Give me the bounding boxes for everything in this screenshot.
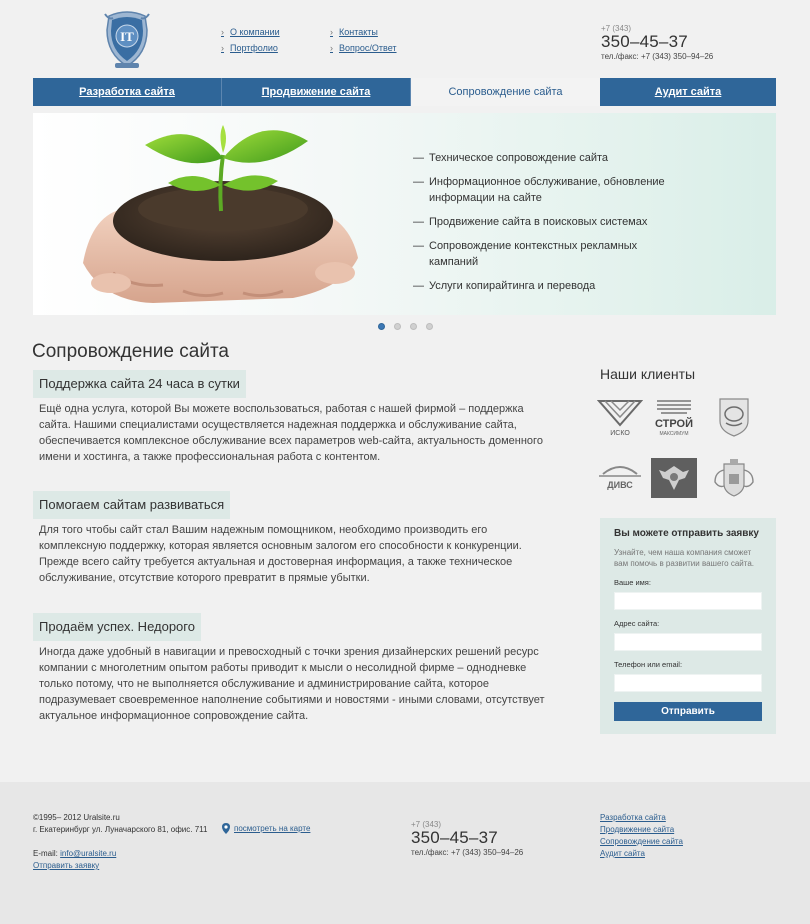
phone-fax: тел./факс: +7 (343) 350–94–26 (601, 52, 714, 61)
footer-email-line (33, 848, 207, 860)
svg-text:СТРОЙ: СТРОЙ (654, 418, 694, 430)
tab-support[interactable] (411, 78, 600, 106)
svg-text:ИСКО: ИСКО (610, 430, 630, 437)
sprout-in-hands-image (73, 113, 373, 315)
company-logo-icon[interactable] (103, 10, 151, 70)
name-label: Ваше имя: (614, 578, 651, 587)
section-text: Иногда даже удобный в навигации и превосходный с точки зрения дизайнерских решений ресурс компании с многолетним опытом работы приводит к мысли о несолидной фирме – однодневке только потому, что не выполняется обслуживание и администрирование сайта, которое подразумевает своевременное наполнение событиями и новостями - иными словами, отсутствует актуальное информационное сопровождение сайта. (39, 646, 545, 722)
tab-audit[interactable] (600, 78, 776, 106)
footer-map-link-block (222, 823, 310, 834)
regional-emblem-logo-icon[interactable] (711, 458, 757, 498)
tab-label: Разработка сайта (79, 86, 175, 98)
footer-link-audit[interactable]: Аудит сайта (600, 849, 645, 858)
tab-label: Сопровождение сайта (448, 86, 563, 98)
section-text: Для того чтобы сайт стал Вашим надежным помощником, необходимо производить его комплексную поддержку, которая является основным залогом его способности к конкуренции. Прежде всего сайту требуется актуальная и достоверная информация, а также техническое обслуживание, отсутствие которого превратит в прямые убытки. (39, 524, 522, 584)
nav-link-portfolio[interactable]: › Портфолио (221, 42, 280, 58)
site-input[interactable] (614, 633, 762, 651)
svg-text:IT: IT (120, 29, 134, 44)
phone-number: 350–45–37 (601, 32, 688, 51)
map-pin-icon (222, 823, 230, 834)
request-form (600, 518, 776, 734)
form-description: Узнайте, чем наша компания сможет вам помочь в развитии вашего сайта. (614, 548, 754, 568)
footer-email-label: E-mail: (33, 849, 58, 858)
hero-list-item: — Техническое сопровождение сайта (413, 150, 683, 166)
hero-list-item: — Информационное обслуживание, обновление информации на сайте (413, 174, 683, 206)
footer-link-support[interactable]: Сопровождение сайта (600, 837, 683, 846)
footer-copyright: ©1995– 2012 Uralsite.ru (33, 813, 120, 822)
eagle-emblem-logo-icon[interactable] (651, 458, 697, 498)
top-nav-col2 (330, 26, 397, 58)
name-input[interactable] (614, 592, 762, 610)
site-footer (0, 782, 810, 924)
hero-list-item: — Услуги копирайтинга и перевода (413, 278, 683, 294)
clients-title: Наши клиенты (600, 366, 696, 382)
section-heading: Помогаем сайтам развиваться (33, 491, 230, 519)
footer-phone-fax: тел./факс: +7 (343) 350–94–26 (411, 848, 524, 857)
contact-label: Телефон или email: (614, 660, 683, 669)
page-title: Сопровождение сайта (32, 341, 229, 362)
tab-label: Продвижение сайта (261, 86, 371, 98)
contact-input[interactable] (614, 674, 762, 692)
slider-dot-4[interactable] (426, 323, 433, 330)
footer-email-link[interactable]: info@uralsite.ru (60, 849, 117, 858)
top-nav-col1 (221, 26, 280, 58)
content-section-success (33, 613, 563, 724)
hero-banner (33, 113, 776, 315)
site-label: Адрес сайта: (614, 619, 660, 628)
tab-development[interactable] (33, 78, 222, 106)
footer-info (33, 812, 207, 872)
footer-request-link[interactable]: Отправить заявку (33, 861, 100, 870)
isko-logo-icon[interactable] (597, 397, 643, 437)
section-heading: Продаём успех. Недорого (33, 613, 201, 641)
footer-link-promotion[interactable]: Продвижение сайта (600, 825, 675, 834)
slider-dot-2[interactable] (394, 323, 401, 330)
coat-of-arms-logo-icon[interactable] (711, 397, 757, 437)
hero-list-item: — Продвижение сайта в поисковых системах (413, 214, 683, 230)
section-text: Ещё одна услуга, которой Вы можете воспользоваться, работая с нашей фирмой – поддержка сайта. Нашими специалистами осуществляется надежная поддержка и обслуживание сайта, обеспечивается комплексное обслуживание всех параметров web-сайта, актуальность доменного имени и хостинга, а также профессиональная работа с контентом. (39, 403, 543, 463)
stroy-maksimum-logo-icon[interactable] (651, 397, 697, 437)
tab-promotion[interactable] (222, 78, 411, 106)
footer-address: г. Екатеринбург ул. Луначарского 81, офис. 711 (33, 825, 208, 834)
hero-services-list (413, 150, 683, 302)
slider-dot-1[interactable] (378, 323, 385, 330)
form-title: Вы можете отправить заявку (614, 528, 759, 539)
footer-link-development[interactable]: Разработка сайта (600, 813, 666, 822)
slider-dot-3[interactable] (410, 323, 417, 330)
main-tabs (33, 78, 776, 106)
svg-text:ДИВС: ДИВС (607, 480, 633, 490)
section-heading: Поддержка сайта 24 часа в сутки (33, 370, 246, 398)
submit-button[interactable]: Отправить (614, 702, 762, 721)
footer-phone-block (411, 820, 523, 859)
tab-label: Аудит сайта (654, 86, 722, 98)
footer-map-link[interactable]: посмотреть на карте (234, 824, 311, 833)
nav-link-contacts[interactable]: › Контакты (330, 26, 397, 42)
svg-text:МАКСИМУМ: МАКСИМУМ (659, 431, 689, 437)
nav-link-faq[interactable]: › Вопрос/Ответ (330, 42, 397, 58)
content-section-develop (33, 491, 563, 586)
phone-code: +7 (343) (601, 24, 632, 33)
slider-dots (378, 323, 433, 330)
site-header (0, 0, 810, 78)
nav-link-about[interactable]: › О компании (221, 26, 280, 42)
hero-list-item: — Сопровождение контекстных рекламных кампаний (413, 238, 683, 270)
divs-logo-icon[interactable] (597, 458, 643, 498)
footer-links (600, 812, 683, 860)
footer-phone-code: +7 (343) (411, 820, 442, 829)
header-phone-block (601, 24, 713, 63)
content-section-support (33, 370, 563, 465)
footer-phone-number: 350–45–37 (411, 828, 498, 847)
